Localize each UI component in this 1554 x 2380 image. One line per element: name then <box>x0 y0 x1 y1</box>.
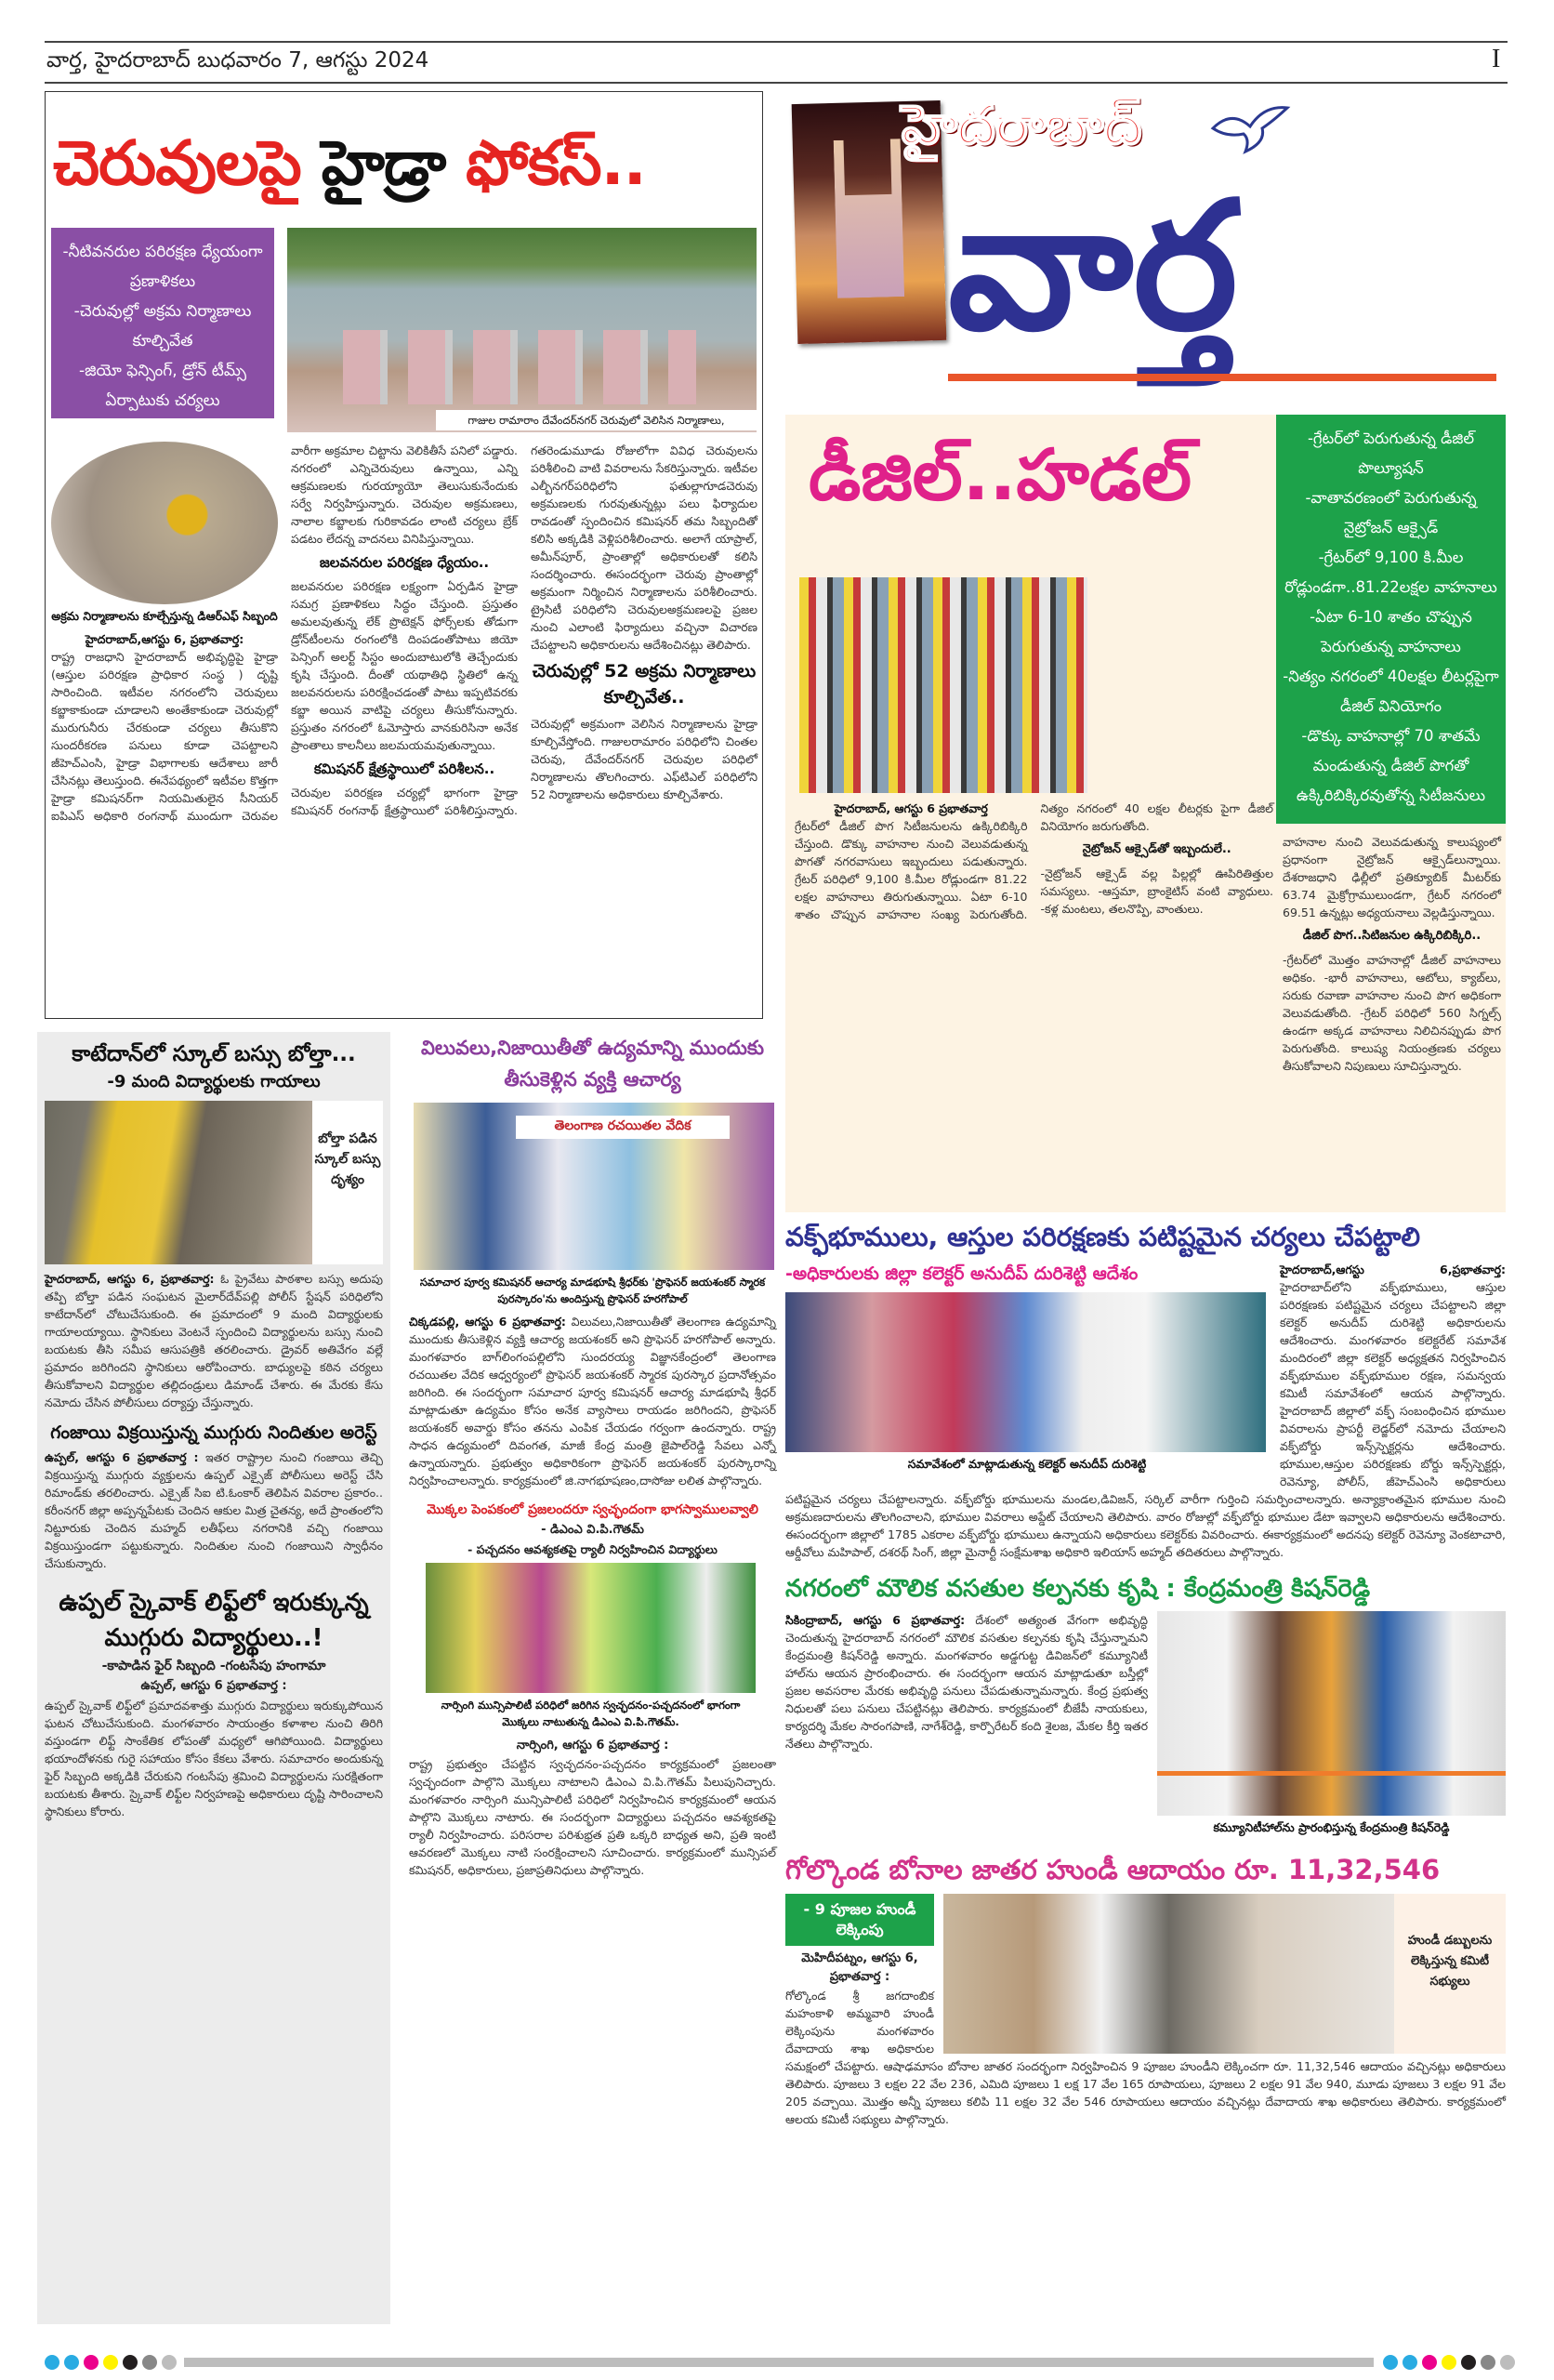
registration-dot <box>1500 2355 1515 2370</box>
banner-text: తెలంగాణ రచయితల వేదిక <box>516 1116 730 1139</box>
demolition-circle-photo <box>51 442 278 604</box>
bus-photo-row <box>45 1101 383 1264</box>
waqf-headline: వక్ఫ్‌భూములు, ఆస్తుల పరిరక్షణకు పటిష్టమైన చర్యలు చేపట్టాలి <box>785 1222 1420 1252</box>
registration-dot <box>103 2355 118 2370</box>
highlight-item: -గ్రేటర్‌లో పెరుగుతున్న డీజిల్ పొల్యూషన్ <box>1307 430 1475 477</box>
saplings-body-text: రాష్ట్ర ప్రభుత్వం చేపట్టిన స్వచ్ఛదనం-పచ్చదనం కార్యక్రమంలో ప్రజలంతా స్వచ్ఛందంగా పాల్గొని మొక్కలు నాటాలని డిఎంఎ వి.పి.గౌతమ్ పిలుపునిచ్చారు. మంగళవారం నార్సింగి మున్సిపాలిటీ పరిధిలో నిర్వహించిన కార్యక్రమంలో ఆయన పాల్గొని మొక్కలు నాటారు. ఈ సందర్భంగా విద్యార్థులు పచ్చదనం ఆవశ్యకతపై ర్యాలీ నిర్వహించారు. పరిసరాల పరిశుభ్రత ప్రతి ఒక్కరి బాధ్యత అని, ప్రతి ఇంటి ఆవరణలో మొక్కలు నాటి సంరక్షించాలని సూచించారు. కార్యక్రమంలో మున్సిపల్ కమిషనర్, అధికారులు, ప్రజాప్రతినిధులు పాల్గొన్నారు. <box>409 1757 776 1877</box>
bus-dateline: హైదరాబాద్, ఆగస్టు 6, ప్రభాతవార్త: <box>45 1272 215 1286</box>
hydra-highlights-box <box>51 228 274 418</box>
left-column-news <box>37 1032 390 2324</box>
registration-dot <box>1383 2355 1398 2370</box>
color-dots-right <box>1383 2355 1520 2373</box>
footer-gray-bar <box>184 2358 1374 2367</box>
hydra-subheading: కమిషనర్ క్షేత్రస్థాయిలో పరిశీలన.. <box>313 760 495 777</box>
uppal-dateline: ఉప్పల్, ఆగస్టు 6 ప్రభాతవార్త : <box>140 1679 287 1693</box>
waqf-photo-block <box>785 1261 1269 1478</box>
saplings-dateline: నార్సింగి, ఆగస్టు 6 ప్రభాతవార్త : <box>516 1739 669 1752</box>
headline-part: చెరువులపై <box>53 127 322 199</box>
kishan-body-text: దేశంలో అత్యంత వేగంగా అభివృద్ధి చెందుతున్న హైదరాబాద్ నగరంలో మౌలిక వసతుల కల్పనకు కృషి చేస్తున్నామని కేంద్రమంత్రి కిషన్‌రెడ్డి అన్నారు. మంగళవారం అడ్డగుట్ట డివిజన్‌లో కమ్యూనిటీ హాల్‌ను ఆయన ప్రారంభించారు. ఈ సందర్భంగా ఆయన మాట్లాడుతూ బస్తీల్లో ప్రజల అవసరాల మేరకు అభివృద్ధి పనులు చేపడుతున్నామన్నారు. కేంద్ర ప్రభుత్వ నిధులతో పలు పనులు చేపట్టినట్లు తెలిపారు. కార్యక్రమంలో బీజేపీ నాయకులు, కార్యదర్శి మేకల సారంగపాణి, నాగేశ్‌రెడ్డి, కార్పొరేటర్ కంది శైలజ, మేకల కీర్తి ఇతర నేతలు పాల్గొన్నారు. <box>785 1613 1148 1751</box>
logo-underline <box>948 374 1496 381</box>
footer-color-bar <box>45 2354 1508 2371</box>
ganja-body <box>45 1448 383 1572</box>
acharya-headline: విలువలు,నిజాయితీతో ఉద్యమాన్ని ముందుకు తీసుకెళ్లిన వ్యక్తి ఆచార్య <box>420 1037 765 1091</box>
ganja-dateline: ఉప్పల్, ఆగస్టు 6 ప్రభాతవార్త : <box>45 1450 199 1464</box>
community-hall-caption: కమ్యూనిటీహాల్‌ను ప్రారంభిస్తున్న కేంద్రమంత్రి కిషన్‌రెడ్డి <box>1213 1820 1450 1834</box>
diesel-body-text: -నైట్రోజన్ ఆక్సైడ్ వల్ల పిల్లల్లో ఊపిరితిత్తుల సమస్యలు. -ఆస్తమా, బ్రాంకైటిస్ వంటి వ్యాధులు. -కళ్ల మంటలు, తలనొప్పి, వాంతులు. <box>1040 866 1273 916</box>
top-rule <box>45 41 1508 43</box>
bus-body <box>45 1270 383 1411</box>
uppal-subheadline: -కాపాడిన ఫైర్ సిబ్బంది -గంటసేపు హంగామా <box>101 1659 326 1673</box>
plantation-photo-caption: నార్సింగి మున్సిపాలిటీ పరిధిలో జరిగిన స్వచ్ఛదనం-పచ్చదనంలో భాగంగా మొక్కలు నాటుతున్న డిఎంఎ వి.పి.గౌతమ్. <box>441 1699 741 1728</box>
golconda-tag: - 9 పూజల హుండీ లెక్కింపు <box>785 1894 934 1946</box>
registration-dot <box>64 2355 79 2370</box>
highlight-item: -చెరువుల్లో అక్రమ నిర్మాణాలు కూల్చివేత <box>73 302 252 350</box>
uppal-body-text: ఉప్పల్ స్కైవాక్ లిఫ్ట్‌లో ప్రమాదవశాత్తు ముగ్గురు విద్యార్థులు ఇరుక్కుపోయిన ఘటన చోటుచేసుకుంది. మంగళవారం సాయంత్రం కళాశాల నుంచి తిరిగి వస్తుండగా లిఫ్ట్ సాంకేతిక లోపంతో మధ్యలో ఆగిపోయింది. విద్యార్థులు భయాందోళనకు గురై సహాయం కోసం కేకలు వేశారు. సమాచారం అందుకున్న ఫైర్ సిబ్బంది అక్కడికి చేరుకుని గంటసేపు శ్రమించి విద్యార్థులను సురక్షితంగా బయటకు తీశారు. స్కైవాక్ లిఫ్ట్‌ల నిర్వహణపై అధికారులు దృష్టి సారించాలని స్థానికులు కోరారు. <box>45 1699 383 1818</box>
waqf-meeting-photo <box>785 1292 1266 1452</box>
registration-dot <box>142 2355 157 2370</box>
uppal-headline: ఉప్పల్ స్కైవాక్ లిఫ్ట్‌లో ఇరుక్కున్న ముగ్గురు విద్యార్థులు..! <box>59 1589 369 1652</box>
highlight-item: -డొక్కు వాహనాల్లో 70 శాతమే మండుతున్న డీజిల్ పొగతో ఉక్కిరిబిక్కిరవుతోన్న సిటీజనులు <box>1296 727 1486 804</box>
headline-part: ఫోకస్.. <box>445 127 646 199</box>
waqf-dateline: హైదరాబాద్,ఆగస్టు 6,ప్రభాతవార్త: <box>1280 1263 1506 1276</box>
diesel-subheading: నైట్రోజన్ ఆక్సైడ్‌తో ఇబ్బందులే.. <box>1082 842 1231 856</box>
bus-headline: కాటేదాన్‌లో స్కూల్ బస్సు బోల్తా... <box>72 1042 356 1066</box>
award-photo-caption: సమాచార పూర్వ కమిషనర్ ఆచార్య మాడభూషి శ్రీధర్‌కు 'ప్రొఫెసర్ జయశంకర్ స్మారక పురస్కారం'ను అందిస్తున్న ప్రొఫెసర్ హరగోపాల్ <box>419 1276 766 1305</box>
lake-encroachment-photo <box>287 228 757 432</box>
diesel-body-right <box>1283 833 1501 1075</box>
registration-dot <box>162 2355 177 2370</box>
registration-dot <box>1403 2355 1417 2370</box>
community-hall-photo <box>1157 1611 1506 1816</box>
hydra-body-text: చెరువుల పరిరక్షణ చర్యల్లో భాగంగా హైడ్రా కమిషనర్ రంగనాథ్ క్షేత్రస్థాయిలో పరిశీలిస్తున్నారు. గతరెండుమూడు రోజులోగా వివిధ చెరువులను పరిశీలించి వాటి వివరాలను సేకరిస్తున్నారు. ఇటీవల ఎల్బీనగర్‌పరిధిలోని ఫతుల్లాగూడచెరువు అక్రమణలకు గురవుతున్నట్లు పలు ఫిర్యాదుల రావడంతో స్పందించిన కమిషనర్ తమ సిబ్బందితో కలిసి అక్కడికి వెళ్లిపరిశీలించారు. అలాగే యాప్రాల్, అమీన్‌పూర్, ప్రాంతాల్లో అధికారులతో కలిసి సందర్శించారు. ఈసందర్భంగా చెరువు ప్రాంతాల్లో అక్రమంగా నిర్మించిన నిర్మాణాలను పరిశీలించారు. ట్రైసిటీ పరిధిలోని చెరువులఅక్రమణలపై ప్రజల నుంచి ఎలాంటి ఫిర్యాదులు వచ్చినా విచారణ చేపట్టాలని అధికారులను ఆదేశించినట్లు తెలిపారు. <box>291 443 757 817</box>
hydra-subheading: జలవనరుల పరిరక్షణ ధ్యేయం.. <box>319 554 490 571</box>
highlight-item: -ఏటా 6-10 శాతం చొప్పున పెరుగుతున్న వాహనాలు <box>1310 608 1472 655</box>
ribbon <box>1157 1771 1506 1776</box>
saplings-byline: - డిఎంఎ వి.పి.గౌతమ్ <box>541 1523 644 1537</box>
acharya-dateline: చిక్కడపల్లి, ఆగస్టు 6 ప్రభాతవార్త: <box>409 1315 566 1329</box>
diesel-highlights-box <box>1276 415 1506 824</box>
bus-body-text: ఓ ప్రైవేటు పాఠశాల బస్సు అదుపు తప్పి బోల్తా పడిన సంఘటన మైలార్‌దేవ్‌పల్లి పోలీస్ స్టేషన్ పరిధిలోని కాటేదాన్‌లో చోటుచేసుకుంది. ఈ ప్రమాదంలో 9 మంది విద్యార్థులకు గాయాలయ్యాయి. స్థానికులు వెంటనే స్పందించి విద్యార్థులను బస్సు నుంచి బయటకు తీసి సమీప ఆసుపత్రికి తరలించారు. డ్రైవర్ అతివేగం వల్లే ప్రమాదం జరిగిందని స్థానికులు ఆరోపించారు. బాధ్యులపై కఠిన చర్యలు తీసుకోవాలని విద్యార్థుల తల్లిదండ్రులు డిమాండ్ చేశారు. ఈ మేరకు కేసు నమోదు చేసిన పోలీసులు దర్యాప్తు చేస్తున్నారు. <box>45 1272 383 1409</box>
golconda-headline: గోల్కొండ బోనాల జాతర హుండీ ఆదాయం రూ. 11,32,546 <box>785 1854 1441 1885</box>
lake-photo-caption: గాజుల రామారాం దేవేందర్‌నగర్ చెరువులో వెలిసిన నిర్మాణాలు, <box>436 410 757 430</box>
ganja-body-text: ఇతర రాష్ట్రాల నుంచి గంజాయి తెచ్చి విక్రయిస్తున్న ముగ్గురు వ్యక్తులను ఉప్పల్ ఎక్సైజ్ పోలీసులు అరెస్ట్ చేసి రిమాండ్‌కు తరలించారు. ఎక్సైజ్ సిఐ టి.ఓంకార్ తెలిపిన వివరాల ప్రకారం.. కరీంనగర్ జిల్లా అప్పన్నపేటకు చెందిన ఆకుల మిత్ర చైతన్య, అదే ప్రాంతంలోని నిట్టూరుకు చెందిన మహ్మద్ లతీఫ్‌లు నగరానికి వచ్చి గంజాయి విక్రయిస్తుండగా పట్టుకున్నారు. నిందితుల నుంచి గంజాయిని స్వాధీనం చేసుకున్నారు. <box>45 1450 383 1570</box>
waqf-body-text: హైదరాబాద్‌లోని వక్ఫ్‌భూములు, ఆస్తుల పరిరక్షణకు పటిష్టమైన చర్యలు చేపట్టాలని జిల్లా కలెక్టర్ అనుదీప్ దురిశెట్టి అధికారులను ఆదేశించారు. మంగళవారం కలెక్టరేట్ సమావేశ మందిరంలో జిల్లా కలెక్టర్ అధ్యక్షతన నిర్వహించిన వక్ఫ్‌భూముల వక్ఫ్‌భూముల రక్షణ, సమన్వయ కమిటీ సమావేశంలో ఆయన పాల్గొన్నారు. హైదరాబాద్ జిల్లాలో వక్ఫ్ సంబంధించిన భూముల వివరాలను ప్రాపర్టీ లెడ్జర్‌లో నమోదు చేయాలని వక్ఫ్‌బోర్డు ఇన్స్‌స్పెక్టర్లను ఆదేశించారు. భూముల,ఆస్తుల పరిరక్షణకు బోర్డు ఇన్స్‌స్పెక్టర్లు, రెవెన్యూ, పోలీస్, జీహెచ్ఎంసి అధికారులు పటిష్టమైన చర్యలు చేపట్టాలన్నారు. వక్ఫ్‌బోర్డు భూములను మండల,డివిజన్, సర్కిల్ వారీగా గుర్తించి సమర్పించాలన్నారు. అన్యాక్రాంతమైన భూముల నుంచి అక్రమణదారులను తొలగించాలని, భూముల వివరాలు అప్డేట్ చేయాలని తెలిపారు. వారం రోజుల్లో వక్ఫ్‌బోర్డు భూముల డేటా ఇవ్వాలని అధికారులను ఆదేశించారు. ఈసందర్భంగా జిల్లాలో 1785 ఎకరాల వక్ఫ్‌బోర్డు భూములు ఉన్నాయని అధికారులు కలెక్టర్‌కు వివరించారు. ఈకార్యక్రమంలో అదనపు కలెక్టర్ రెవెన్యూ వెంకటాచారి, ఆర్డీవోలు మహిపాల్, దశరథ్ సింగ్, జిల్లా మైనార్టీ సంక్షేమశాఖ అధికారి ఇలియాస్ అహ్మద్ తదితరులు పాల్గొన్నారు. <box>785 1280 1506 1559</box>
right-lower-news <box>785 1220 1506 2128</box>
golconda-dateline: మెహిదీపట్నం, ఆగస్టు 6, ప్రభాతవార్త : <box>801 1951 918 1984</box>
diesel-dateline: హైదరాబాద్, ఆగస్టు 6 ప్రభాతవార్త <box>834 801 988 815</box>
highlight-item: -గ్రేటర్‌లో 9,100 కి.మీల రోడ్లుండగా..81.22లక్షల వాహనాలు <box>1284 549 1497 596</box>
award-ceremony-photo <box>414 1103 774 1270</box>
demolition-photo-block <box>51 442 278 625</box>
hundi-photo-caption: హుండీ డబ్బులను లెక్కిస్తున్న కమిటీ సభ్యులు <box>1394 1894 1506 2054</box>
charminar-shape <box>825 139 913 298</box>
diesel-article <box>785 415 1506 1212</box>
highlight-item: -జియో ఫెన్సింగ్, డ్రోన్ టీమ్స్ ఏర్పాటుకు చర్యలు <box>78 362 247 410</box>
hundi-counting-photo <box>943 1894 1394 2054</box>
registration-dot <box>1481 2355 1495 2370</box>
logo-city-text: హైదరాబాద్ <box>902 93 1142 156</box>
hydra-body-columns <box>51 442 757 825</box>
registration-dot <box>1442 2355 1456 2370</box>
middle-column-news <box>409 1032 776 1879</box>
registration-dot <box>84 2355 99 2370</box>
golconda-article <box>785 1894 1506 2128</box>
acharya-body-text: విలువలు,నిజాయితీతో తెలంగాణ ఉద్యమాన్ని ముందుకు తీసుకెళ్లిన వ్యక్తి ఆచార్య జయశంకర్ అని ప్రొఫెసర్ హరగోపాల్ అన్నారు. మంగళవారం బాగ్‌లింగంపల్లిలోని సుందరయ్య విజ్ఞానకేంద్రంలో తెలంగాణ రచయితల వేదిక ఆధ్వర్యంలో ప్రొఫెసర్ జయశంకర్ స్మారక పురస్కార ప్రదానోత్సవం జరిగింది. ఈ సందర్భంగా సమాచార పూర్వ కమిషనర్ ఆచార్య మాడభూషి శ్రీధర్ మాట్లాడుతూ ఉద్యమం కోసం అనేక వ్యాసాలు రాయడం జరిగిందని, ప్రొఫెసర్ జయశంకర్ అవార్డు కోసం తనను ఎంపిక చేయడం గర్వంగా ఉందన్నారు. రాష్ట్ర సాధన ఉద్యమంలో దివంగత, మాజీ కేంద్ర మంత్రి జైపాల్‌రెడ్డి సేవలు ఎన్నో ఉన్నాయన్నారు. ప్రభుత్వం అధికారికంగా ప్రొఫెసర్ జయశంకర్ పురస్కారాన్ని నిర్వహించాలన్నారు. కార్యక్రమంలో జి.నాగభూషణం,దాసోజు లలిత పాల్గొన్నారు. <box>409 1315 776 1488</box>
page-number: I <box>1492 45 1501 73</box>
waqf-photo-caption: సమావేశంలో మాట్లాడుతున్న కలెక్టర్ అనుదీప్ దురిశెట్టి <box>907 1457 1147 1471</box>
waqf-article <box>785 1261 1506 1561</box>
registration-dot <box>123 2355 138 2370</box>
dove-icon <box>1208 100 1292 156</box>
waqf-subheadline: -అధికారులకు జిల్లా కలెక్టర్ అనుదీప్ దురిశెట్టి ఆదేశం <box>785 1263 1139 1284</box>
saplings-subheadline: - పచ్చదనం ఆవశ్యకతపై ర్యాలీ నిర్వహించిన విద్యార్థులు <box>468 1542 718 1556</box>
highlight-item: -నిత్యం నగరంలో 40లక్షల లీటర్లపైగా డీజిల్ వినియోగం <box>1283 668 1499 715</box>
diesel-body-text: -గ్రేటర్‌లో మొత్తం వాహనాల్లో డీజిల్ వాహనాలు అధికం. -భారీ వాహనాలు, ఆటోలు, క్యాబ్‌లు, సరుకు రవాణా వాహనాల నుంచి పొగ అధికంగా వెలువడుతోంది. -గ్రేటర్ పరిధిలో 560 సిగ్నల్స్ ఉండగా అక్కడ వాహనాలు నిలిచినప్పుడు పొగ పెరుగుతోంది. కాలుష్య నియంత్రణకు చర్యలు తీసుకోవాలని నిపుణులు సూచిస్తున్నారు. <box>1283 953 1501 1073</box>
saplings-body <box>409 1755 776 1879</box>
kishan-body <box>785 1611 1148 1842</box>
hydra-body-text: జలవనరుల పరిరక్షణ లక్ష్యంగా ఏర్పడిన హైడ్రా సమగ్ర ప్రణాళికలు సిద్ధం చేస్తుంది. ప్రస్తుతం అమలవుతున్న లేక్ ప్రొటెక్షన్ ఫోర్స్‌లకు తోడుగా డ్రోన్‌టీంలను రంగంలోకి దింపడంతోపాటు జియో పెన్సింగ్ అలర్ట్ సిస్టం అందుబాటులోకి తెచ్చేందుకు కృషి చేస్తుంది. దీంతో యథాతిధి స్థితిలో ఉన్న జలవనరులను పరిరక్షించడంతో పాటు ఇప్పటివరకు కబ్జా అయిన వాటిపై చర్యలు తీసుకోనున్నారు. ప్రస్తుతం నగరంలో ఓమోస్తారు వానకురిసినా అనేక ప్రాంతాలు కాలనీలు జలమయమవుతున్నాయి. <box>291 579 518 752</box>
registration-dot <box>1461 2355 1476 2370</box>
diesel-subheading: డీజిల్ పొగ..సిటిజనుల ఉక్కిరిబిక్కిరి.. <box>1302 929 1482 943</box>
logo-name-text: వార్త <box>948 164 1238 369</box>
golconda-tag-block <box>785 1894 934 1987</box>
hydra-headline <box>53 127 759 214</box>
traffic-jam-photo <box>799 577 1087 793</box>
uppal-body <box>45 1697 383 1820</box>
color-dots-left <box>45 2355 181 2373</box>
overturned-bus-photo <box>45 1101 312 1264</box>
bus-subheadline: -9 మంది విద్యార్థులకు గాయాలు <box>107 1072 321 1091</box>
buildings-in-photo <box>343 330 696 404</box>
kishan-photo-block <box>1157 1611 1506 1842</box>
header-rule <box>45 82 1508 84</box>
kishan-dateline: సికింద్రాబాద్, ఆగస్టు 6 ప్రభాతవార్త: <box>785 1613 966 1627</box>
highlight-item: -వాతావరణంలో పెరుగుతున్న నైట్రోజన్ ఆక్సైడ్ <box>1305 489 1477 536</box>
plantation-photo <box>426 1563 756 1693</box>
ganja-headline: గంజాయి విక్రయిస్తున్న ముగ్గురు నిందితుల అరెస్ట్ <box>50 1422 377 1443</box>
diesel-headline: డీజిల్..హడల్ <box>809 433 1192 516</box>
registration-dot <box>1422 2355 1437 2370</box>
highlight-item: -నీటివనరుల పరిరక్షణ ధ్యేయంగా ప్రణాళికలు <box>62 243 263 291</box>
hydra-body-text: రాష్ట్ర రాజధాని హైదరాబాద్ అభివృద్ధిపై హైడ్రా (ఆస్తుల పరిరక్షణ ప్రాధికార సంస్థ ) దృష్టి సారించింది. ఇటీవల నగరంలోని చెరువులు కబ్జాకాకుండా చూడాలని అంతేకాకుండా చెరువుల్లో మురుగునీరు చేరకుండా చర్యలు తీసుకొని సుందరీకరణ పనులు కూడా చెపట్టాలని జీహెచ్ఎంసి, హైడ్రా విభాగాలకు ఆదేశాలు జారీ చేసినట్లు తెలుస్తుంది. ఈనేపథ్యంలో ఇటీవల కొత్తగా హైడ్రా కమిషనర్‌గా నియమితులైన సీనియర్ ఐపిఎస్ అధికారి రంగనాథ్ ముందుగా చెరువల వారీగా అక్రమాల చిట్టాను వెలికితీసే పనిలో పడ్డారు. నగరంలో ఎన్నిచెరువులు ఉన్నాయి, ఎన్ని ఆక్రమణలకు గురయ్యాయో తెలుసుకునేందుకు సర్వే నిర్వహిస్తున్నారు. చెరువుల అక్రమణలు, నాలాల కబ్జాలకు గురికావడం లాంటి చర్యలు బ్రేక్ పడటం లేదన్న వాదనలు వినిపిస్తున్నాయి. <box>51 443 518 823</box>
bus-photo-caption: బోల్తా పడిన స్కూల్ బస్సు దృశ్యం <box>312 1101 383 1264</box>
diesel-body-text: వాహనాల నుంచి వెలువడుతున్న కాలుష్యంలో ప్రధానంగా నైట్రోజన్ ఆక్సైడ్‌లున్నాయి. దేశరాజధాని ఢిల్లీలో ప్రతిక్యూబిక్ మీటర్‌కు 63.74 మైక్రోగ్రాములుండగా, గ్రేటర్ నగరంలో 69.51 ఉన్నట్లు అధ్యయనాలు వెల్లడిస్తున్నాయి. <box>1283 835 1501 919</box>
hydra-subheading: చెరువుల్లో 52 అక్రమ నిర్మాణాలు కూల్చివేత.. <box>532 661 757 707</box>
golconda-body-text: గోల్కొండ శ్రీ జగదాంబిక మహంకాళి అమ్మవారి హుండీ లెక్కింపును మంగళవారం దేవాదాయ శాఖ అధికారుల సమక్షంలో చేపట్టారు. ఆషాఢమాసం బోనాల జాతర సందర్భంగా నిర్వహించిన 9 పూజల హుండీని లెక్కించగా రూ. 11,32,546 ఆదాయం వచ్చినట్లు అధికారులు తెలిపారు. పూజలు 3 లక్షల 22 వేల 236, ఎమిది పూజలు 1 లక్ష 17 వేల 165 రూపాయలు, పూజలు 2 లక్షల 91 వేల 940, మూడు పూజలు 3 లక్షల 91 వేల 205 వచ్చాయి. మొత్తం అన్నీ పూజలు కలిపి 11 లక్షల 32 వేల 546 రూపాయలు ఆదాయం వచ్చినట్లు దేవాదాయ శాఖ అధికారులు తెలిపారు. కార్యక్రమంలో ఆలయ కమిటీ సభ్యులు పాల్గొన్నారు. <box>785 1989 1506 2126</box>
hydra-article <box>45 91 763 1019</box>
kishan-article <box>785 1611 1506 1842</box>
kishan-headline: నగరంలో మౌలిక వసతుల కల్పనకు కృషి : కేంద్రమంత్రి కిషన్‌రెడ్డి <box>785 1575 1371 1603</box>
diesel-body-left <box>795 800 1273 923</box>
saplings-headline: మొక్కల పెంపకంలో ప్రజలందరూ స్వచ్ఛందంగా భాగస్వాములవ్వాలి <box>427 1502 758 1517</box>
acharya-body <box>409 1313 776 1489</box>
headline-part: హైడ్రా <box>321 127 446 199</box>
registration-dot <box>45 2355 59 2370</box>
hundi-photo-block <box>943 1894 1506 2054</box>
hydra-dateline: హైదరాబాద్,ఆగస్టు 6, ప్రభాతవార్త: <box>85 632 244 646</box>
diesel-body-text: గ్రేటర్‌లో డీజిల్ పొగ సిటీజనులను ఉక్కిరిబిక్కిరి చేస్తుంది. డొక్కు వాహనాల నుంచి వెలువడుతున్న పొగతో నగరవాసులు ఇబ్బందులు పడుతున్నారు. గ్రేటర్ పరిధిలో 9,100 కి.మీల రోడ్లుండగా 81.22 లక్షల వాహనాలు తిరుగుతున్నాయి. ఏటా 6-10 శాతం చొప్పున వాహనాల సంఖ్య పెరుగుతోంది. నిత్యం నగరంలో 40 లక్షల లీటర్లకు పైగా డీజిల్ వినియోగం జరుగుతోంది. <box>795 801 1273 921</box>
hydra-body-text: చెరువుల్లో అక్రమంగా వెలిసిన నిర్మాణాలను హైడ్రా కూల్చివేస్తోంది. గాజులరామారం పరిధిలోని చింతల చెరువు, దేవేందర్‌నగర్ చెరువుల పరిధిలో నిర్మాణాలను తొలగించారు. ఎఫ్‌టిఎల్ పరిధిలోని 52 నిర్మాణాలను అధికారులు కూల్చివేశారు. <box>531 717 757 801</box>
demolition-photo-caption: అక్రమ నిర్మాణాలను కూల్చేస్తున్న డిఆర్ఎఫ్ సిబ్బంది <box>51 609 278 623</box>
page-dateline: వార్త, హైదరాబాద్ బుధవారం 7, ఆగస్టు 2024 <box>46 48 429 73</box>
